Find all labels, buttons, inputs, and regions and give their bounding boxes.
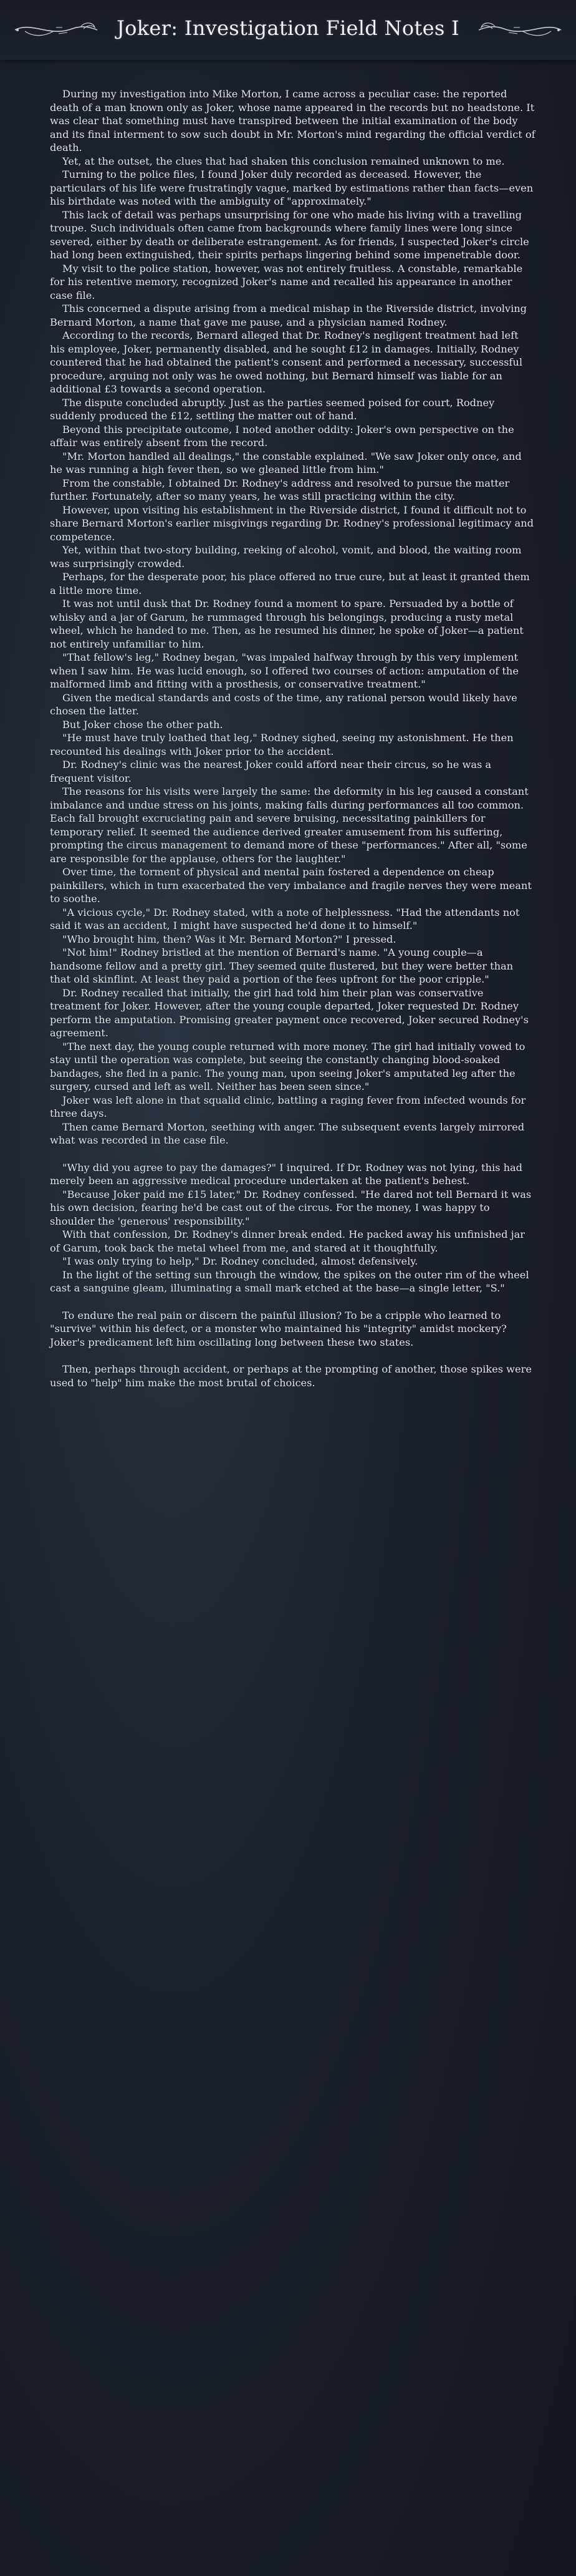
paragraph: This lack of detail was perhaps unsurprising for one who made his living with a travelling troupe. Such individuals often came from backgrounds where family lines were long since severed, either by death or deliberate estrangement. As for friends, I suspected Joker's circle had long been extinguished, their spirits perhaps lingering behind some impenetrable door. bbox=[50, 208, 529, 261]
paragraph: Over time, the torment of physical and mental pain fostered a dependence on cheap painkillers, which in turn exacerbated the very imbalance and fragile nerves they were meant to soothe. bbox=[50, 866, 532, 905]
paragraph: The reasons for his visits were largely the same: the deformity in his leg caused a constant imbalance and undue stress on his joints, making falls during performances all too common. Each fall brought excruciating pain and severe bruising, necessitating painkillers for temporary relief. It seemed the audience derived greater amusement from his suffering, prompting the circus management to demand more of these "performances." After all, "some are responsible for the applause, others for the laughter." bbox=[50, 785, 529, 865]
paragraph: "Who brought him, then? Was it Mr. Bernard Morton?" I pressed. bbox=[62, 933, 396, 945]
paragraph: Yet, within that two-story building, reeking of alcohol, vomit, and blood, the waiting room was surprisingly crowded. bbox=[50, 544, 522, 570]
paragraph: In the light of the setting sun through the window, the spikes on the outer rim of the wheel cast a sanguine gleam, illuminating a small mark etched at the base—a single letter, "S." bbox=[50, 1268, 529, 1294]
paragraph: Then came Bernard Morton, seething with anger. The subsequent events largely mirrored what was recorded in the case file. bbox=[50, 1120, 525, 1146]
paragraph: This concerned a dispute arising from a medical mishap in the Riverside district, involving Bernard Morton, a name that gave me pause, and a physician named Rodney. bbox=[50, 303, 527, 328]
paragraph: But Joker chose the other path. bbox=[62, 718, 223, 731]
paragraph: Dr. Rodney's clinic was the nearest Joker could afford near their circus, so he was a frequent visitor. bbox=[50, 759, 492, 784]
paragraph: To endure the real pain or discern the painful illusion? To be a cripple who learned to "survive" within his defect, or a monster who maintained his "integrity" amidst mockery? Joker's predicament left him oscillating long between these two states. bbox=[50, 1309, 507, 1348]
paragraph: From the constable, I obtained Dr. Rodney's address and resolved to pursue the matter further. Fortunately, after so many years, he was still practicing within the city. bbox=[50, 477, 510, 502]
paragraph: Given the medical standards and costs of the time, any rational person would likely have chosen the latter. bbox=[50, 691, 517, 717]
paragraph: Yet, at the outset, the clues that had shaken this conclusion remained unknown to me. bbox=[62, 155, 505, 167]
title-bar bbox=[0, 0, 576, 60]
paragraph: "That fellow's leg," Rodney began, "was impaled halfway through by this very implement when I saw him. He was lucid enough, so I offered two courses of action: amputation of the malformed limb and fitting with a prosthesis, or conservative treatment." bbox=[50, 651, 519, 690]
paragraph: According to the records, Bernard alleged that Dr. Rodney's negligent treatment had left his employee, Joker, permanently disabled, and he sought £12 in damages. Initially, Rodney countered that he had obtained the patient's consent and performed a necessary, successful procedure, arguing not only was he owed nothing, but Bernard himself was liable for an additional £3 towards a second operation. bbox=[50, 329, 523, 395]
paragraph: The dispute concluded abruptly. Just as the parties seemed poised for court, Rodney suddenly produced the £12, settling the matter out of hand. bbox=[50, 396, 495, 422]
ornament-right-icon bbox=[476, 19, 564, 41]
paragraph: With that confession, Dr. Rodney's dinner break ended. He packed away his unfinished jar of Garum, took back the metal wheel from me, and stared at it thoughtfully. bbox=[50, 1228, 526, 1254]
paragraph: During my investigation into Mike Morton, I came across a peculiar case: the reported death of a man known only as Joker, whose name appeared in the records but no headstone. It was clear that something must have transpired between the initial examination of the body and its final interment to sow such doubt in Mr. Morton's mind regarding the official verdict of death. bbox=[50, 88, 535, 153]
paragraph: Dr. Rodney recalled that initially, the girl had told him their plan was conservative treatment for Joker. However, after the young couple departed, Joker requested Dr. Rodney perform the amputation. Promising greater payment once recovered, Joker secured Rodney's agreement. bbox=[50, 986, 529, 1039]
paragraph: "A vicious cycle," Dr. Rodney stated, with a note of helplessness. "Had the attendants not said it was an accident, I might have suspected he'd done it to himself." bbox=[50, 906, 520, 931]
paragraph: "Not him!" Rodney bristled at the mention of Bernard's name. "A young couple—a handsome fellow and a pretty girl. They seemed quite flustered, but they were better than that old skinflint. At least they paid a portion of the fees upfront for the poor cripple." bbox=[50, 946, 514, 985]
paragraph: "He must have truly loathed that leg," Rodney sighed, seeing my astonishment. He then recounted his dealings with Joker prior to the accident. bbox=[50, 732, 514, 757]
paragraph: "I was only trying to help," Dr. Rodney concluded, almost defensively. bbox=[62, 1255, 418, 1267]
paragraph: "Mr. Morton handled all dealings," the constable explained. "We saw Joker only once, and he was running a high fever then, so we gleaned little from him." bbox=[50, 450, 522, 475]
paragraph: Then, perhaps through accident, or perhaps at the prompting of another, those spikes were used to "help" him make the most brutal of choices. bbox=[50, 1363, 532, 1389]
paragraph: "Because Joker paid me £15 later," Dr. Rodney confessed. "He dared not tell Bernard it was his own decision, fearing he'd be cast out of the circus. For the money, I was happy to shoulder the 'generous' responsibility." bbox=[50, 1188, 532, 1227]
paragraph: "The next day, the young couple returned with more money. The girl had initially vowed to stay until the operation was complete, but seeing the constantly changing blood-soaked bandages, she fled in a panic. The young man, upon seeing Joker's amputated leg after the surgery, cursed and left as well. Neither has been seen since." bbox=[50, 1040, 526, 1092]
page-title: Joker: Investigation Field Notes I bbox=[117, 16, 459, 40]
paragraph: Perhaps, for the desperate poor, his place offered no true cure, but at least it granted them a little more time. bbox=[50, 571, 530, 596]
paragraph: Beyond this precipitate outcome, I noted another oddity: Joker's own perspective on the affair was entirely absent from the record. bbox=[50, 423, 514, 449]
paragraph: However, upon visiting his establishment in the Riverside district, I found it difficult not to share Bernard Morton's earlier misgivings regarding Dr. Rodney's professional legitimacy and competence. bbox=[50, 503, 534, 543]
paragraph: My visit to the police station, however, was not entirely fruitless. A constable, remarkable for his retentive memory, recognized Joker's name and recalled his appearance in another case file. bbox=[50, 262, 523, 301]
paragraph: Joker was left alone in that squalid clinic, battling a raging fever from infected wounds for three days. bbox=[50, 1094, 526, 1119]
paragraph: Turning to the police files, I found Joker duly recorded as deceased. However, the particulars of his life were frustratingly vague, marked by estimations rather than facts—even his birthdate was noted with the ambiguity of "approximately." bbox=[50, 168, 534, 207]
paragraph: It was not until dusk that Dr. Rodney found a moment to spare. Persuaded by a bottle of whisky and a jar of Garum, he rummaged through his belongings, producing a rusty metal wheel, which he handed to me. Then, as he resumed his dinner, he spoke of Joker—a patient not entirely unfamiliar to him. bbox=[50, 598, 524, 650]
paragraph: "Why did you agree to pay the damages?" I inquired. If Dr. Rodney was not lying, this had merely been an aggressive medical procedure undertaken at the patient's behest. bbox=[50, 1161, 523, 1187]
notes-body bbox=[50, 87, 536, 1389]
